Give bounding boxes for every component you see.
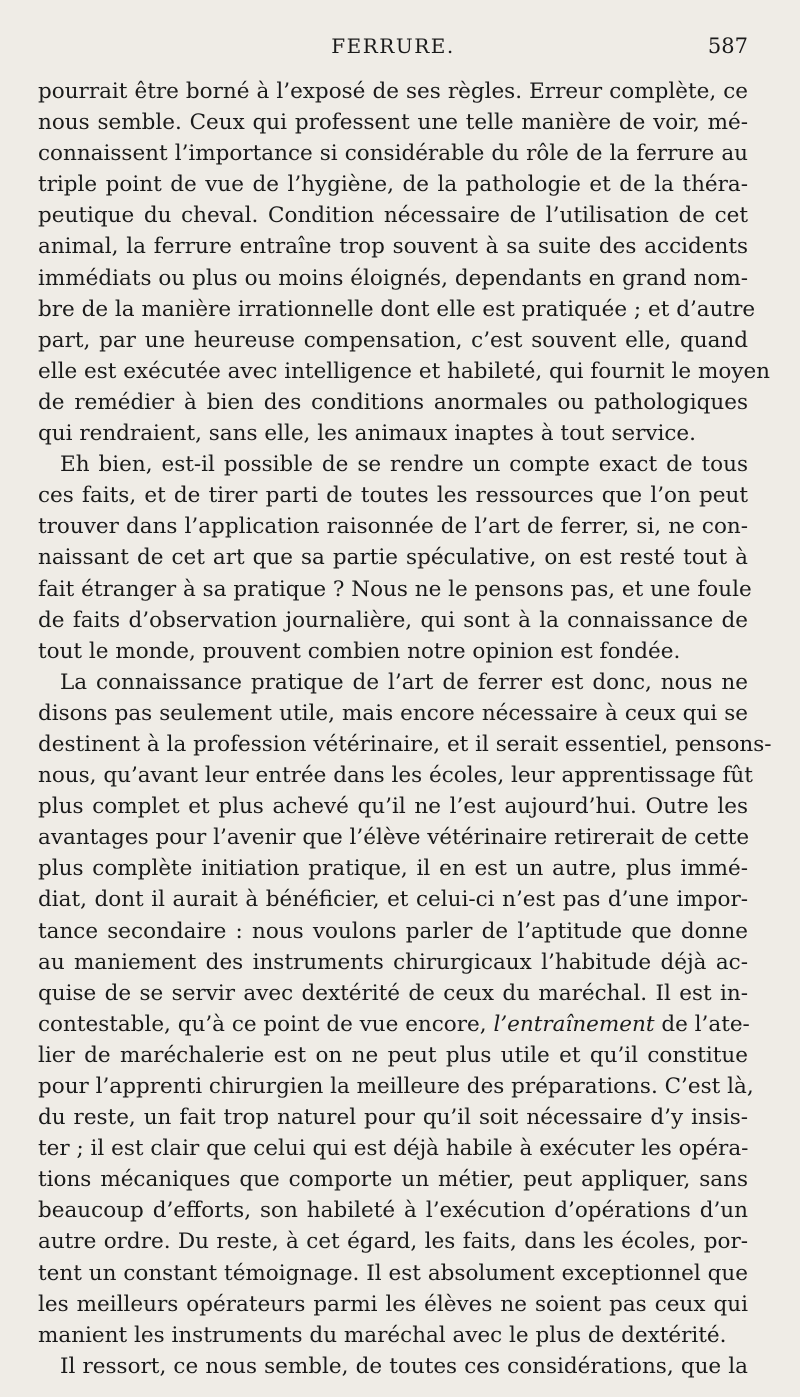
text-line: immédiats ou plus ou moins éloignés, dependants en grand nom- [38,265,748,291]
running-title: FERRURE. [331,34,455,58]
text-segment: contestable, qu’à ce point de vue encore, [38,1011,487,1037]
text-line: autre ordre. Du reste, à cet égard, les faits, dans les écoles, por- [38,1229,748,1255]
text-line: qui rendraient, sans elle, les animaux inaptes à tout service. [38,421,696,447]
text-line: diat, dont il aurait à bénéficier, et celui-ci n’est pas d’une impor- [38,887,748,913]
text-line: bre de la manière irrationnelle dont elle est pratiquée ; et d’autre [38,296,756,322]
text-line: animal, la ferrure entraîne trop souvent à sa suite des accidents [38,234,748,260]
body-text [38,76,772,1382]
text-line: quise de se servir avec dextérité de ceux du maréchal. Il est in- [38,980,748,1006]
text-line: ces faits, et de tirer parti de toutes les ressources que l’on peut [38,483,748,509]
text-line: naissant de cet art que sa partie spéculative, on est resté tout à [38,545,748,571]
running-head [38,30,748,62]
text-line: beaucoup d’efforts, son habileté à l’exécution d’opérations d’un [38,1198,748,1224]
text-segment: de l’ate- [661,1011,750,1037]
text-line: ter ; il est clair que celui qui est déjà habile à exécuter les opéra- [38,1136,749,1162]
text-line: tout le monde, prouvent combien notre opinion est fondée. [38,638,681,664]
text-line: plus complète initiation pratique, il en est un autre, plus immé- [38,856,748,882]
text-line: trouver dans l’application raisonnée de l’art de ferrer, si, ne con- [38,514,748,540]
text-line: les meilleurs opérateurs parmi les élèves ne soient pas ceux qui [38,1291,748,1317]
text-line: nous, qu’avant leur entrée dans les écoles, leur apprentissage fût [38,763,753,789]
text-line: lier de maréchalerie est on ne peut plus utile et qu’il constitue [38,1042,748,1068]
text-line-with-italic [38,1009,748,1040]
text-line: disons pas seulement utile, mais encore nécessaire à ceux qui se [38,700,748,726]
text-line: plus complet et plus achevé qu’il ne l’est aujourd’hui. Outre les [38,794,748,820]
text-line: pour l’apprenti chirurgien la meilleure des préparations. C’est là, [38,1074,754,1099]
text-line: tent un constant témoignage. Il est absolument exceptionnel que [38,1260,748,1286]
text-line: triple point de vue de l’hygiène, de la pathologie et de la théra- [38,172,748,198]
text-line: de remédier à bien des conditions anormales ou pathologiques [38,389,748,415]
text-line: tance secondaire : nous voulons parler de l’aptitude que donne [38,918,748,944]
text-line: de faits d’observation journalière, qui sont à la connaissance de [38,607,748,633]
text-line: nous semble. Ceux qui professent une telle manière de voir, mé- [38,110,748,136]
text-line: avantages pour l’avenir que l’élève vétérinaire retirerait de cette [38,825,750,851]
paragraph-start: Il ressort, ce nous semble, de toutes ces considérations, que la [60,1353,748,1379]
italic-term: l’entraînement [493,1011,655,1037]
text-line: part, par une heureuse compensation, c’est souvent elle, quand [38,327,748,353]
text-line: pourrait être borné à l’exposé de ses règles. Erreur complète, ce [38,79,748,104]
text-line: au maniement des instruments chirurgicaux l’habitude déjà ac- [38,949,748,975]
text-line: peutique du cheval. Condition nécessaire de l’utilisation de cet [38,203,748,229]
text-line: du reste, un fait trop naturel pour qu’il soit nécessaire d’y insis- [38,1105,748,1131]
text-line: tions mécaniques que comporte un métier, peut appliquer, sans [38,1167,748,1193]
paragraph-start: La connaissance pratique de l’art de ferrer est donc, nous ne [60,669,748,695]
text-line: elle est exécutée avec intelligence et habileté, qui fournit le moyen [38,358,771,384]
text-line: fait étranger à sa pratique ? Nous ne le pensons pas, et une foule [38,576,752,602]
paragraph-start: Eh bien, est-il possible de se rendre un compte exact de tous [60,452,748,478]
page-number: 587 [707,34,748,58]
text-line: manient les instruments du maréchal avec le plus de dextérité. [38,1322,727,1348]
text-line: connaissent l’importance si considérable du rôle de la ferrure au [38,141,748,167]
text-line: destinent à la profession vétérinaire, et il serait essentiel, pensons- [38,731,772,757]
